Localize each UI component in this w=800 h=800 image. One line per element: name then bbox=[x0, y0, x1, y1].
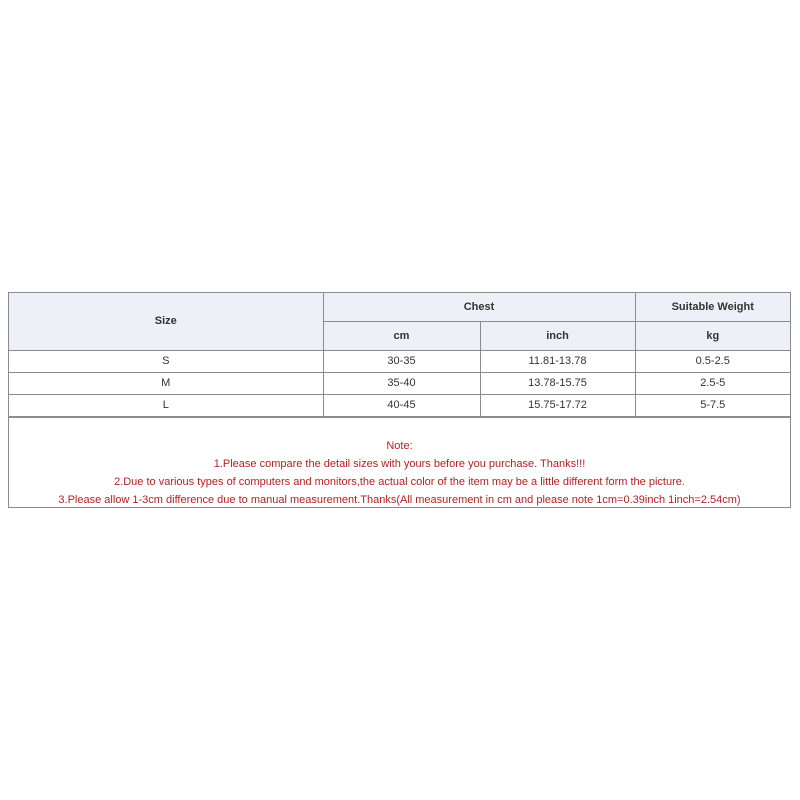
inch-cell: 13.78-15.75 bbox=[480, 372, 635, 394]
inch-cell: 11.81-13.78 bbox=[480, 350, 635, 372]
inch-header: inch bbox=[480, 321, 635, 350]
cm-header: cm bbox=[323, 321, 480, 350]
kg-cell: 2.5-5 bbox=[635, 372, 790, 394]
size-table bbox=[9, 293, 790, 417]
table-row bbox=[9, 394, 790, 416]
cm-cell: 35-40 bbox=[323, 372, 480, 394]
cm-cell: 40-45 bbox=[323, 394, 480, 416]
note-title: Note: bbox=[386, 439, 413, 452]
note-item: 2.Due to various types of computers and monitors,the actual color of the item may be a little different form the picture. bbox=[114, 475, 685, 488]
size-cell: L bbox=[9, 394, 323, 416]
size-cell: M bbox=[9, 372, 323, 394]
inch-cell: 15.75-17.72 bbox=[480, 394, 635, 416]
weight-header: Suitable Weight bbox=[635, 293, 790, 321]
chest-header: Chest bbox=[323, 293, 635, 321]
header-row-1 bbox=[9, 293, 790, 321]
notes-section bbox=[9, 417, 790, 507]
kg-cell: 5-7.5 bbox=[635, 394, 790, 416]
size-header: Size bbox=[9, 293, 323, 350]
note-item: 3.Please allow 1-3cm difference due to manual measurement.Thanks(All measurement in cm and please note 1cm=0.39inch 1inch=2.54cm) bbox=[58, 493, 741, 506]
table-row bbox=[9, 372, 790, 394]
note-item: 1.Please compare the detail sizes with yours before you purchase. Thanks!!! bbox=[213, 457, 586, 470]
kg-cell: 0.5-2.5 bbox=[635, 350, 790, 372]
size-cell: S bbox=[9, 350, 323, 372]
kg-header: kg bbox=[635, 321, 790, 350]
size-chart bbox=[8, 292, 791, 508]
table-row bbox=[9, 350, 790, 372]
cm-cell: 30-35 bbox=[323, 350, 480, 372]
